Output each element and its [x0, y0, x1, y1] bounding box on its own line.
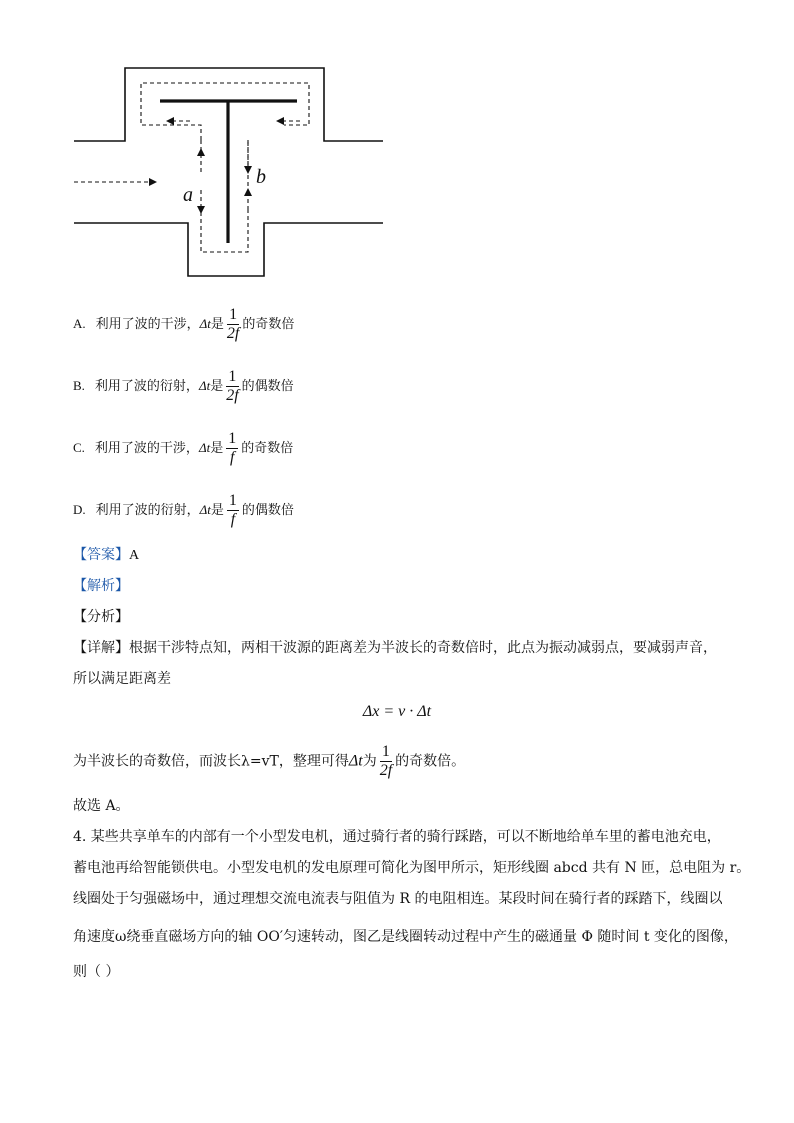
conclusion: 故选 A。: [73, 798, 130, 814]
fraction: $\frac{1}{f}$: [228, 430, 237, 466]
q4-line-3: 线圈处于匀强磁场中，通过理想交流电流表与阻值为 R 的电阻相连。某段时间在骑行者的踩踏下，线圈以: [73, 891, 723, 907]
analysis-tag: 【解析】: [73, 578, 129, 594]
fraction: $\frac{1}{f}$: [228, 492, 237, 528]
label-b: b: [256, 166, 266, 188]
q4-line-5: 则（ ）: [73, 964, 120, 980]
fenxi-tag: 【分析】: [73, 609, 129, 625]
t-barrier: [160, 101, 297, 243]
q4-line-2: 蓄电池再给智能锁供电。小型发电机的发电原理可简化为图甲所示，矩形线圈 abcd 共有 N 匝，总电阻为 r。: [73, 860, 751, 876]
option-a[interactable]: A. 利用了波的干涉，Δt是 $\frac{1}{2f}$ 的奇数倍: [73, 306, 295, 342]
fraction: $\frac{1}{2f}$: [379, 743, 393, 779]
muffler-diagram: [0, 0, 794, 290]
wave-path: [74, 83, 309, 252]
detail-line-1: 【详解】根据干涉特点知，两相干波源的距离差为半波长的奇数倍时，此点为振动减弱点，要减弱声音，: [73, 640, 717, 656]
fraction: $\frac{1}{2f}$: [226, 368, 239, 404]
q4-line-4: 角速度ω绕垂直磁场方向的轴 OO′匀速转动，图乙是线圈转动过程中产生的磁通量 Φ 随时间 t 变化的图像，: [73, 929, 738, 945]
answer-line: 【答案】A: [73, 547, 140, 563]
option-c[interactable]: C. 利用了波的干涉，Δt是 $\frac{1}{f}$ 的奇数倍: [73, 430, 294, 466]
fraction: $\frac{1}{2f}$: [226, 306, 240, 342]
label-a: a: [183, 184, 193, 206]
option-b[interactable]: B. 利用了波的衍射，Δt是 $\frac{1}{2f}$ 的偶数倍: [73, 368, 294, 404]
q4-line-1: 4. 某些共享单车的内部有一个小型发电机，通过骑行者的骑行踩踏，可以不断地给单车里的蓄电池充电，: [73, 829, 721, 845]
option-d[interactable]: D. 利用了波的衍射，Δt是 $\frac{1}{f}$ 的偶数倍: [73, 492, 294, 528]
detail-line-3: 为半波长的奇数倍，而波长λ=vT，整理可得Δt为 $\frac{1}{2f}$ 的奇数倍。: [73, 743, 466, 779]
equation: Δx = v · Δt: [362, 703, 432, 720]
detail-line-2: 所以满足距离差: [73, 671, 171, 687]
